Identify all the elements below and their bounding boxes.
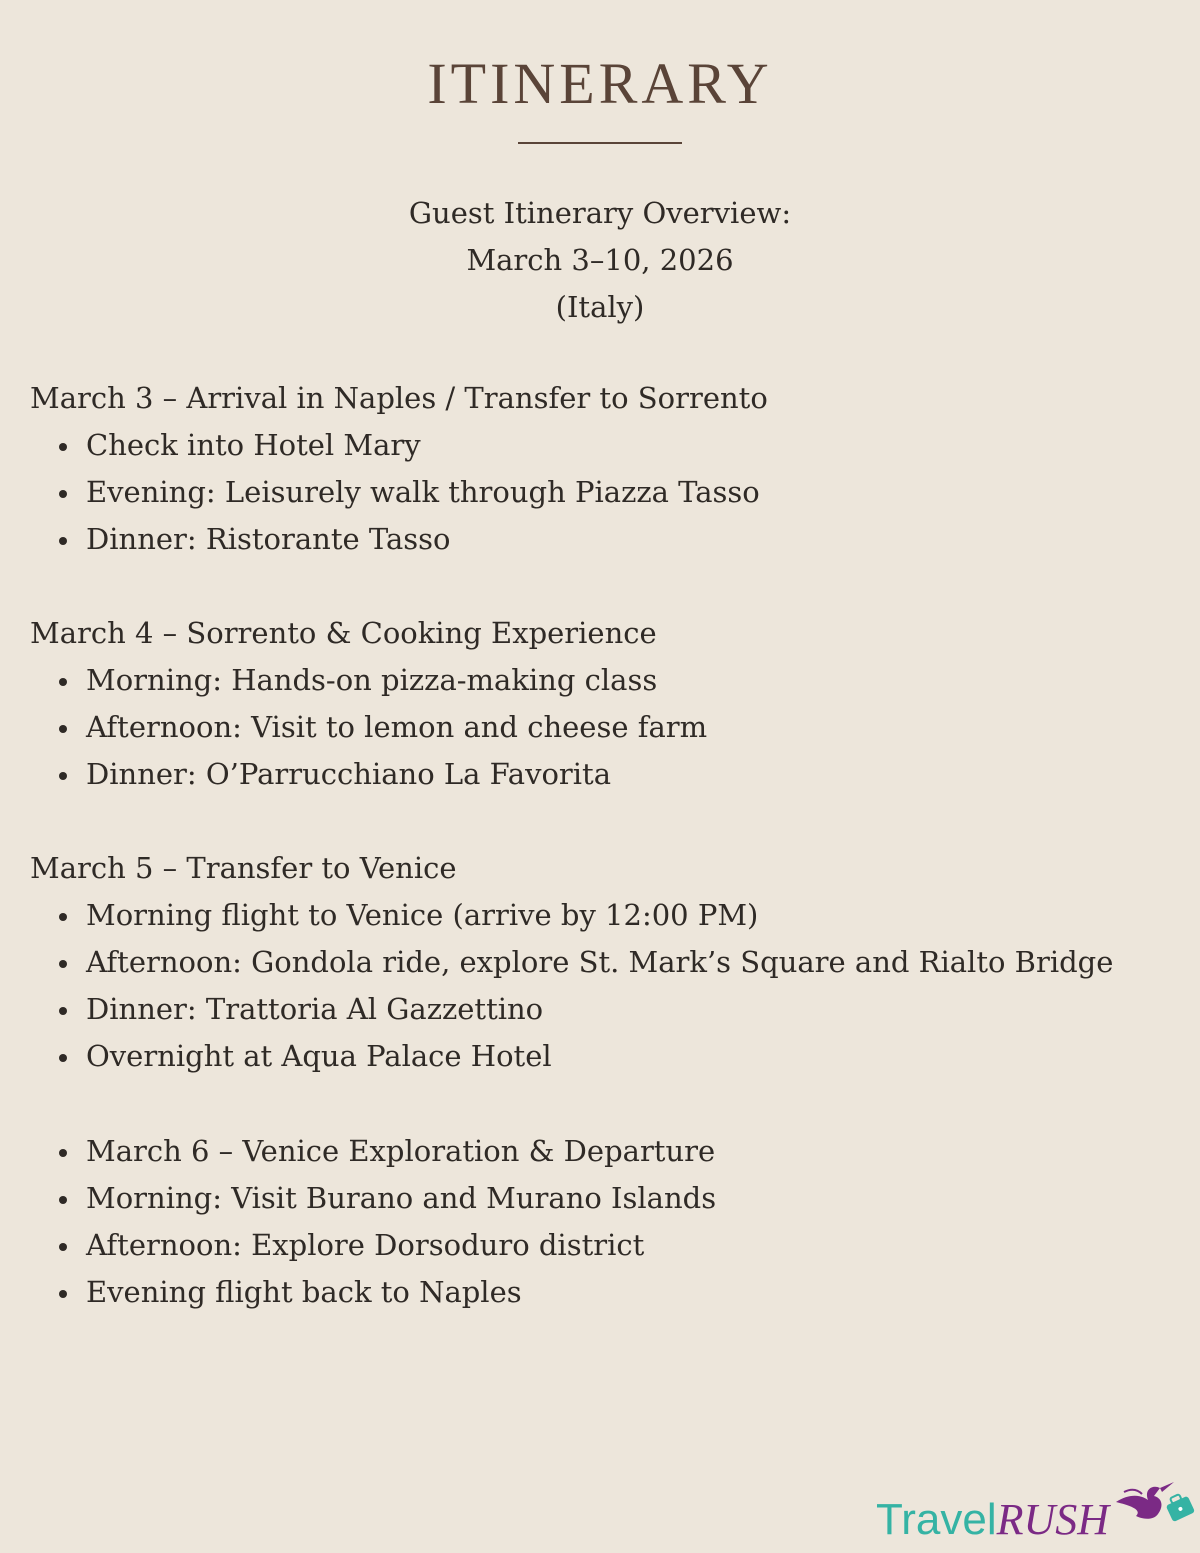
activity-item: Dinner: Trattoria Al Gazzettino bbox=[86, 986, 1180, 1033]
page-title: ITINERARY bbox=[427, 51, 773, 116]
activity-item: Morning: Visit Burano and Murano Islands bbox=[86, 1175, 1180, 1222]
day-activity-list bbox=[30, 657, 1180, 798]
activity-item: Check into Hotel Mary bbox=[86, 422, 1180, 469]
day-heading: March 3 – Arrival in Naples / Transfer to Sorrento bbox=[30, 381, 768, 415]
activity-item: March 6 – Venice Exploration & Departure bbox=[86, 1128, 1180, 1175]
overview-dates: March 3–10, 2026 bbox=[466, 243, 734, 277]
overview-heading: Guest Itinerary Overview: bbox=[408, 196, 792, 230]
activity-item: Morning: Hands-on pizza-making class bbox=[86, 657, 1180, 704]
day-heading: March 5 – Transfer to Venice bbox=[30, 851, 457, 885]
activity-item: Evening: Leisurely walk through Piazza Tasso bbox=[86, 469, 1180, 516]
logo-rush-text: RUSH bbox=[996, 1495, 1110, 1544]
itinerary-overview bbox=[0, 190, 1200, 331]
activity-item: Dinner: Ristorante Tasso bbox=[86, 516, 1180, 563]
day-activity-list bbox=[30, 1128, 1180, 1316]
activity-item: Afternoon: Gondola ride, explore St. Mark’s Square and Rialto Bridge bbox=[86, 939, 1180, 986]
day-section-march-5 bbox=[30, 845, 1180, 1080]
hummingbird-suitcase-icon bbox=[1114, 1480, 1196, 1536]
logo-travel-text: Travel bbox=[876, 1495, 997, 1544]
overview-country: (Italy) bbox=[555, 290, 645, 324]
activity-item: Afternoon: Explore Dorsoduro district bbox=[86, 1222, 1180, 1269]
logo-wordmark bbox=[876, 1494, 1109, 1546]
activity-item: Morning flight to Venice (arrive by 12:00 PM) bbox=[86, 892, 1180, 939]
day-activity-list bbox=[30, 422, 1180, 563]
activity-item: Dinner: O’Parrucchiano La Favorita bbox=[86, 751, 1180, 798]
day-activity-list bbox=[30, 892, 1180, 1080]
activity-item: Evening flight back to Naples bbox=[86, 1269, 1180, 1316]
travelrush-logo bbox=[876, 1480, 1196, 1550]
title-divider bbox=[518, 142, 682, 144]
day-section-march-6 bbox=[30, 1128, 1180, 1316]
activity-item: Overnight at Aqua Palace Hotel bbox=[86, 1033, 1180, 1080]
day-heading: March 4 – Sorrento & Cooking Experience bbox=[30, 616, 657, 650]
activity-item: Afternoon: Visit to lemon and cheese farm bbox=[86, 704, 1180, 751]
day-section-march-3 bbox=[30, 375, 1180, 563]
day-section-march-4 bbox=[30, 610, 1180, 798]
